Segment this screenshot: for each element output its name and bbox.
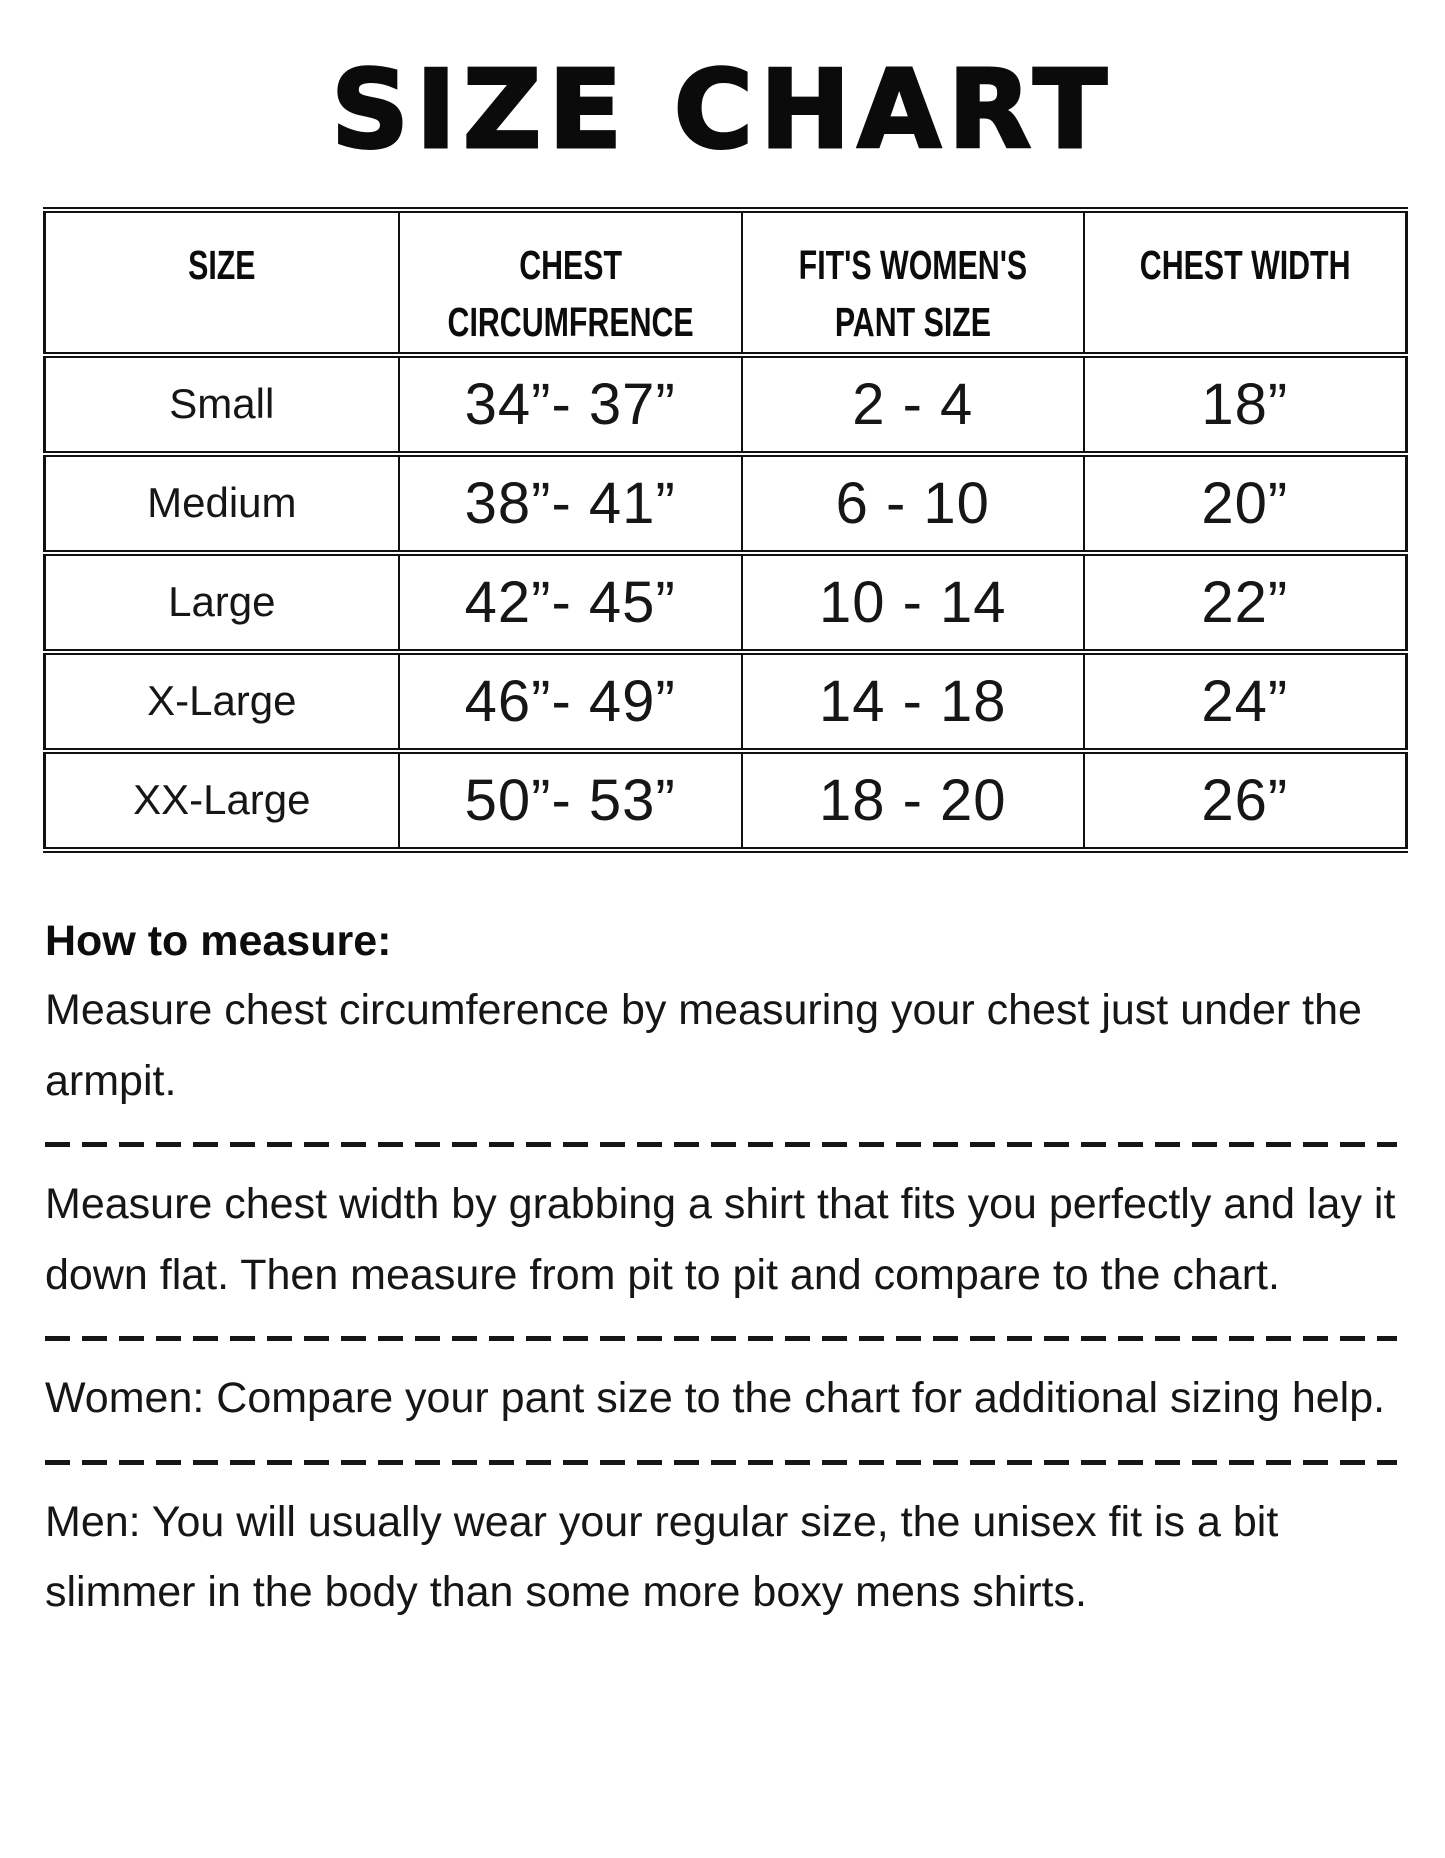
header-chest-width-line1: CHEST WIDTH <box>1139 241 1351 288</box>
note-chest-width: Measure chest width by grabbing a shirt that fits you perfectly and lay it down flat. Then measure from pit to pit and compare to the chart. <box>45 1180 1396 1299</box>
size-cell: Large <box>45 553 399 652</box>
header-chest-circumference-line1: CHEST <box>518 241 622 288</box>
note-chest-circumference: Measure chest circumference by measuring your chest just under the armpit. <box>45 986 1362 1105</box>
pant-size-cell: 18 - 20 <box>742 751 1084 850</box>
how-to-measure-section <box>45 909 1397 1628</box>
size-cell: XX-Large <box>45 751 399 850</box>
size-cell: Medium <box>45 454 399 553</box>
chest-width-cell: 26” <box>1084 751 1407 850</box>
table-row-x-large <box>45 652 1407 751</box>
table-row-large <box>45 553 1407 652</box>
chest-circumference-cell: 38”- 41” <box>399 454 742 553</box>
size-chart-table <box>43 207 1408 853</box>
table-row-small <box>45 355 1407 454</box>
chest-width-cell: 24” <box>1084 652 1407 751</box>
table-header-row <box>45 210 1407 355</box>
dashed-divider <box>45 1142 1397 1147</box>
chest-circumference-cell: 50”- 53” <box>399 751 742 850</box>
size-cell: Small <box>45 355 399 454</box>
header-womens-pant-size-line1: FIT'S WOMEN'S <box>798 241 1028 288</box>
note-men: Men: You will usually wear your regular size, the unisex fit is a bit slimmer in the body than some more boxy mens shirts. <box>45 1497 1279 1617</box>
note-women: Women: Compare your pant size to the chart for additional sizing help. <box>45 1374 1386 1423</box>
page-title: SIZE CHART <box>331 48 1114 173</box>
table-row-medium <box>45 454 1407 553</box>
pant-size-cell: 2 - 4 <box>742 355 1084 454</box>
chest-circumference-cell: 42”- 45” <box>399 553 742 652</box>
size-cell: X-Large <box>45 652 399 751</box>
chest-width-cell: 22” <box>1084 553 1407 652</box>
header-chest-circumference-line2: CIRCUMFRENCE <box>447 299 694 346</box>
size-chart-page <box>0 48 1445 1858</box>
header-womens-pant-size-line2: PANT SIZE <box>834 299 991 346</box>
chest-circumference-cell: 34”- 37” <box>399 355 742 454</box>
dashed-divider <box>45 1460 1397 1465</box>
header-womens-pant-size <box>742 210 1084 355</box>
dashed-divider <box>45 1336 1397 1341</box>
header-chest-circumference <box>399 210 742 355</box>
pant-size-cell: 6 - 10 <box>742 454 1084 553</box>
header-size-line1: SIZE <box>188 241 256 288</box>
header-chest-width <box>1084 210 1407 355</box>
chest-width-cell: 20” <box>1084 454 1407 553</box>
pant-size-cell: 10 - 14 <box>742 553 1084 652</box>
pant-size-cell: 14 - 18 <box>742 652 1084 751</box>
chest-circumference-cell: 46”- 49” <box>399 652 742 751</box>
table-row-xx-large <box>45 751 1407 850</box>
header-size <box>45 210 399 355</box>
how-to-measure-heading: How to measure: <box>45 916 392 965</box>
chest-width-cell: 18” <box>1084 355 1407 454</box>
